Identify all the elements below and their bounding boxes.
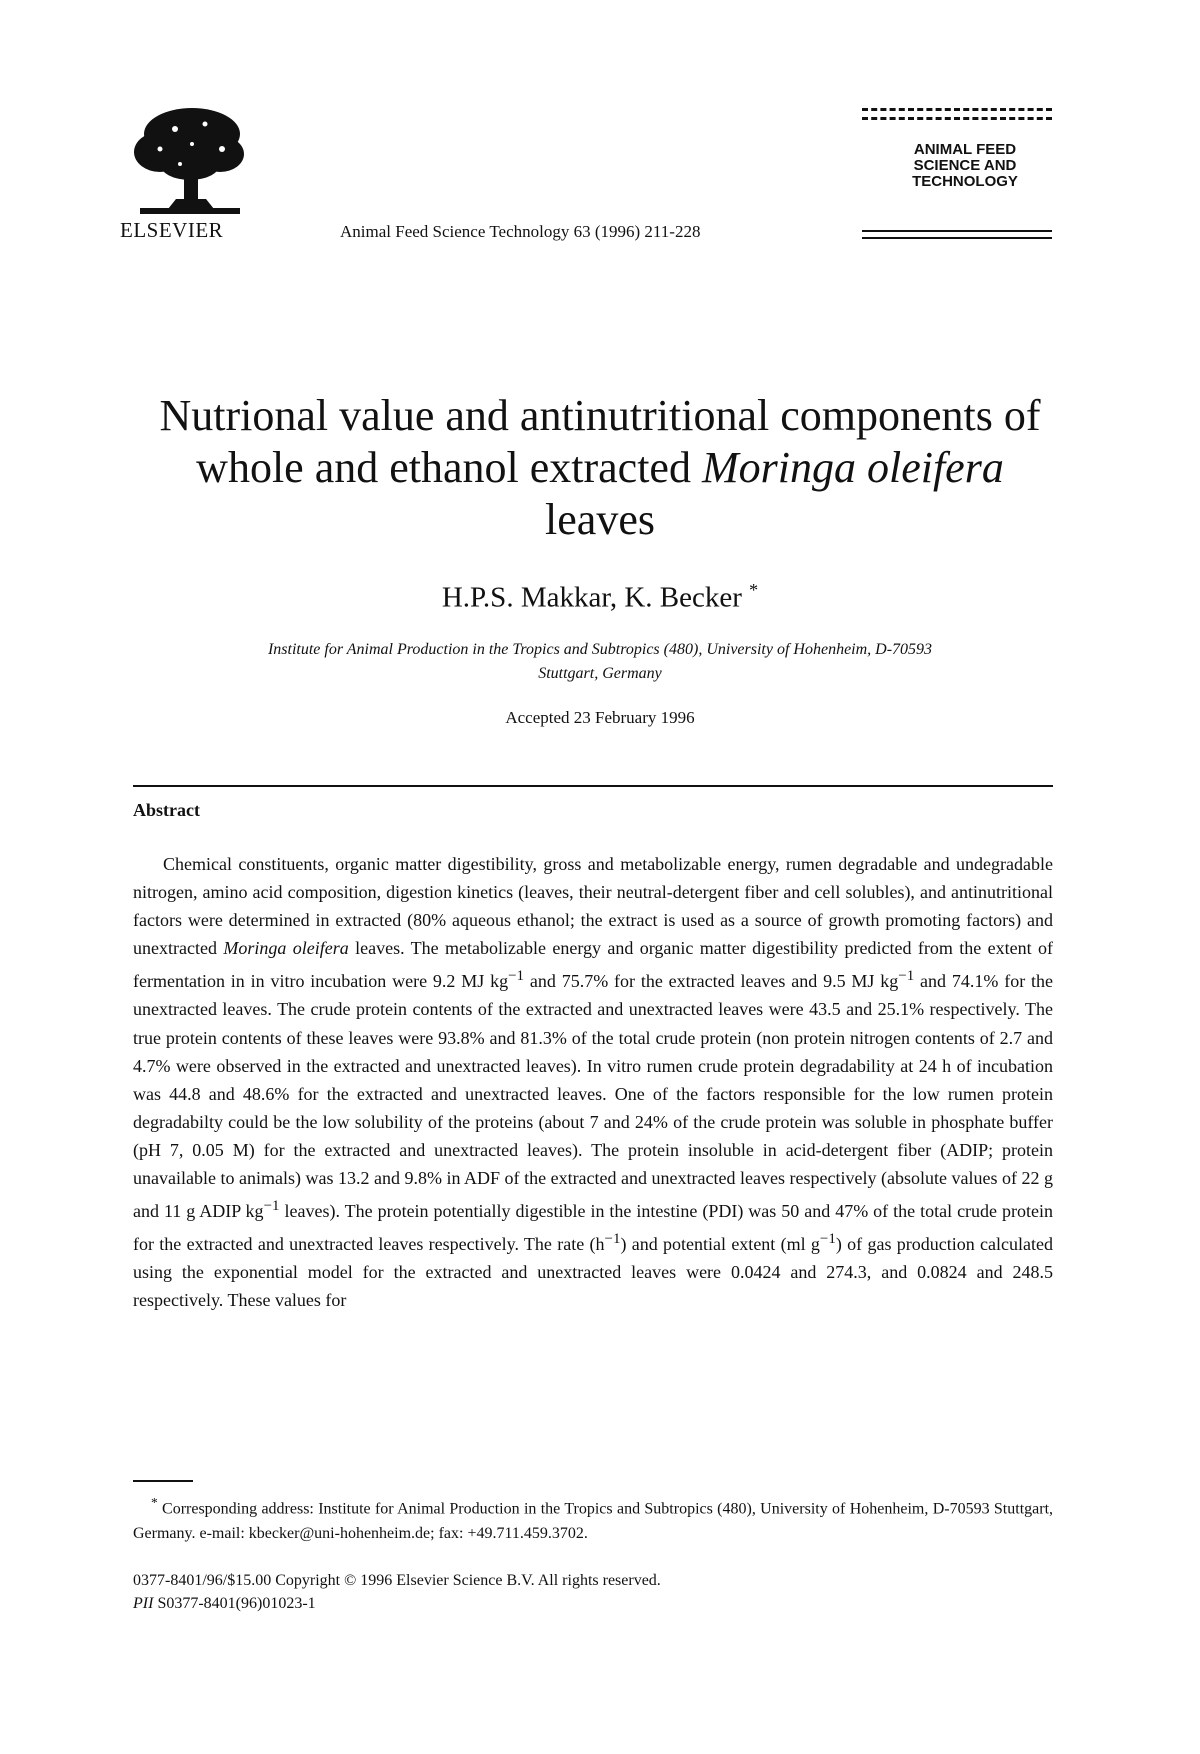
abstract-heading: Abstract [133,800,200,820]
abstract-body [133,850,1053,1315]
section-divider [133,785,1053,787]
journal-top-rule [862,108,1052,120]
title-line [100,442,1100,494]
affiliation [150,638,1050,686]
author-names: H.P.S. Makkar, K. Becker [441,581,742,614]
author-footnote-mark: * [749,580,759,600]
abstract-species: Moringa oleifera [223,938,349,959]
abstract-text: Chemical constituents, organic matter digestibility, gross and metabolizable energy, rumen degradable and undegradable nitrogen, amino acid composition, digestion kinetics (leaves, their neutral-detergent fiber and cell solubles), and antinutritional factors were determined in extracted (80% aqueous ethanol; the extract is used as a source of growth promoting factors) and unextracted [133,854,1053,959]
title-species: Moringa oleifera [701,443,1004,492]
journal-name-line: TECHNOLOGY [912,173,1018,190]
journal-name-line: ANIMAL FEED [913,141,1017,158]
footnote-text: Corresponding address: Institute for Animal Production in the Tropics and Subtropics (480), University of Hohenheim, D-70593 Stuttgart, Germany. e-mail: kbecker@uni-hohenheim.de; fax: +49.711.459.3702. [133,1500,1054,1543]
journal-rule [862,230,1052,232]
title-line: leaves [545,495,655,544]
abstract-text: leaves. The metabolizable energy and organic matter digestibility predicted from the extent of fermentation in in vitro incubation were 9.2 MJ kg [133,938,1053,992]
superscript: −1 [898,968,915,985]
abstract-text: and 74.1% for the unextracted leaves. The crude protein contents of the extracted and unextracted leaves were 43.5 and 25.1% respectively. The true protein contents of these leaves were 93.8% and 81.3% of the total crude protein (non protein nitrogen contents of 2.7 and 4.7% were observed in the extracted and unextracted leaves). In vitro rumen crude protein degradability at 24 h of incubation was 44.8 and 48.6% for the extracted and unextracted leaves. One of the factors responsible for the low rumen protein degradabilty could be the low solubility of the proteins (about 7 and 24% of the crude protein was soluble in phosphate buffer (pH 7, 0.05 M) for the extracted and unextracted leaves). The protein insoluble in acid-detergent fiber (ADIP; protein unavailable to animals) was 13.2 and 9.8% in ADF of the extracted and unextracted leaves respectively (absolute values of 22 g and 11 g ADIP kg [133,971,1054,1222]
footnote-rule [133,1480,193,1482]
superscript: −1 [508,968,525,985]
pii-value: S0377-8401(96)01023-1 [157,1595,316,1612]
title-line: Nutrional value and antinutritional components of [159,391,1041,440]
journal-name [880,142,1050,190]
superscript: −1 [604,1231,621,1248]
article-title [100,390,1100,546]
journal-citation: Animal Feed Science Technology 63 (1996) 211-228 [340,222,701,241]
abstract-text: ) and potential extent (ml g [620,1234,820,1255]
pii-line [133,1595,316,1613]
abstract-text: leaves). The protein potentially digestible in the intestine (PDI) was 50 and 47% of the total crude protein for the extracted and unextracted leaves respectively. The rate (h [133,1201,1053,1255]
superscript: −1 [263,1198,280,1215]
copyright-line: 0377-8401/96/$15.00 Copyright © 1996 Elsevier Science B.V. All rights reserved. [133,1572,661,1589]
footnote-mark: * [151,1495,158,1510]
affiliation-line: Institute for Animal Production in the Tropics and Subtropics (480), University of Hohenheim, D-70593 [267,641,933,658]
corresponding-footnote [133,1490,1053,1546]
abstract-text: ) of gas production calculated using the exponential model for the extracted and unextracted leaves were 0.0424 and 274.3, and 0.0824 and 248.5 respectively. These values for [133,1234,1053,1311]
title-text: whole and ethanol extracted [196,443,702,492]
accepted-date: Accepted 23 February 1996 [505,708,695,727]
abstract-text: and 75.7% for the extracted leaves and 9.5 MJ kg [524,971,899,992]
affiliation-line: Stuttgart, Germany [538,665,662,682]
journal-rule [862,237,1052,239]
journal-name-line: SCIENCE AND [913,157,1017,174]
authors [100,580,1100,615]
pii-label: PII [133,1595,154,1612]
superscript: −1 [819,1231,836,1248]
publisher-name: ELSEVIER [120,218,224,242]
